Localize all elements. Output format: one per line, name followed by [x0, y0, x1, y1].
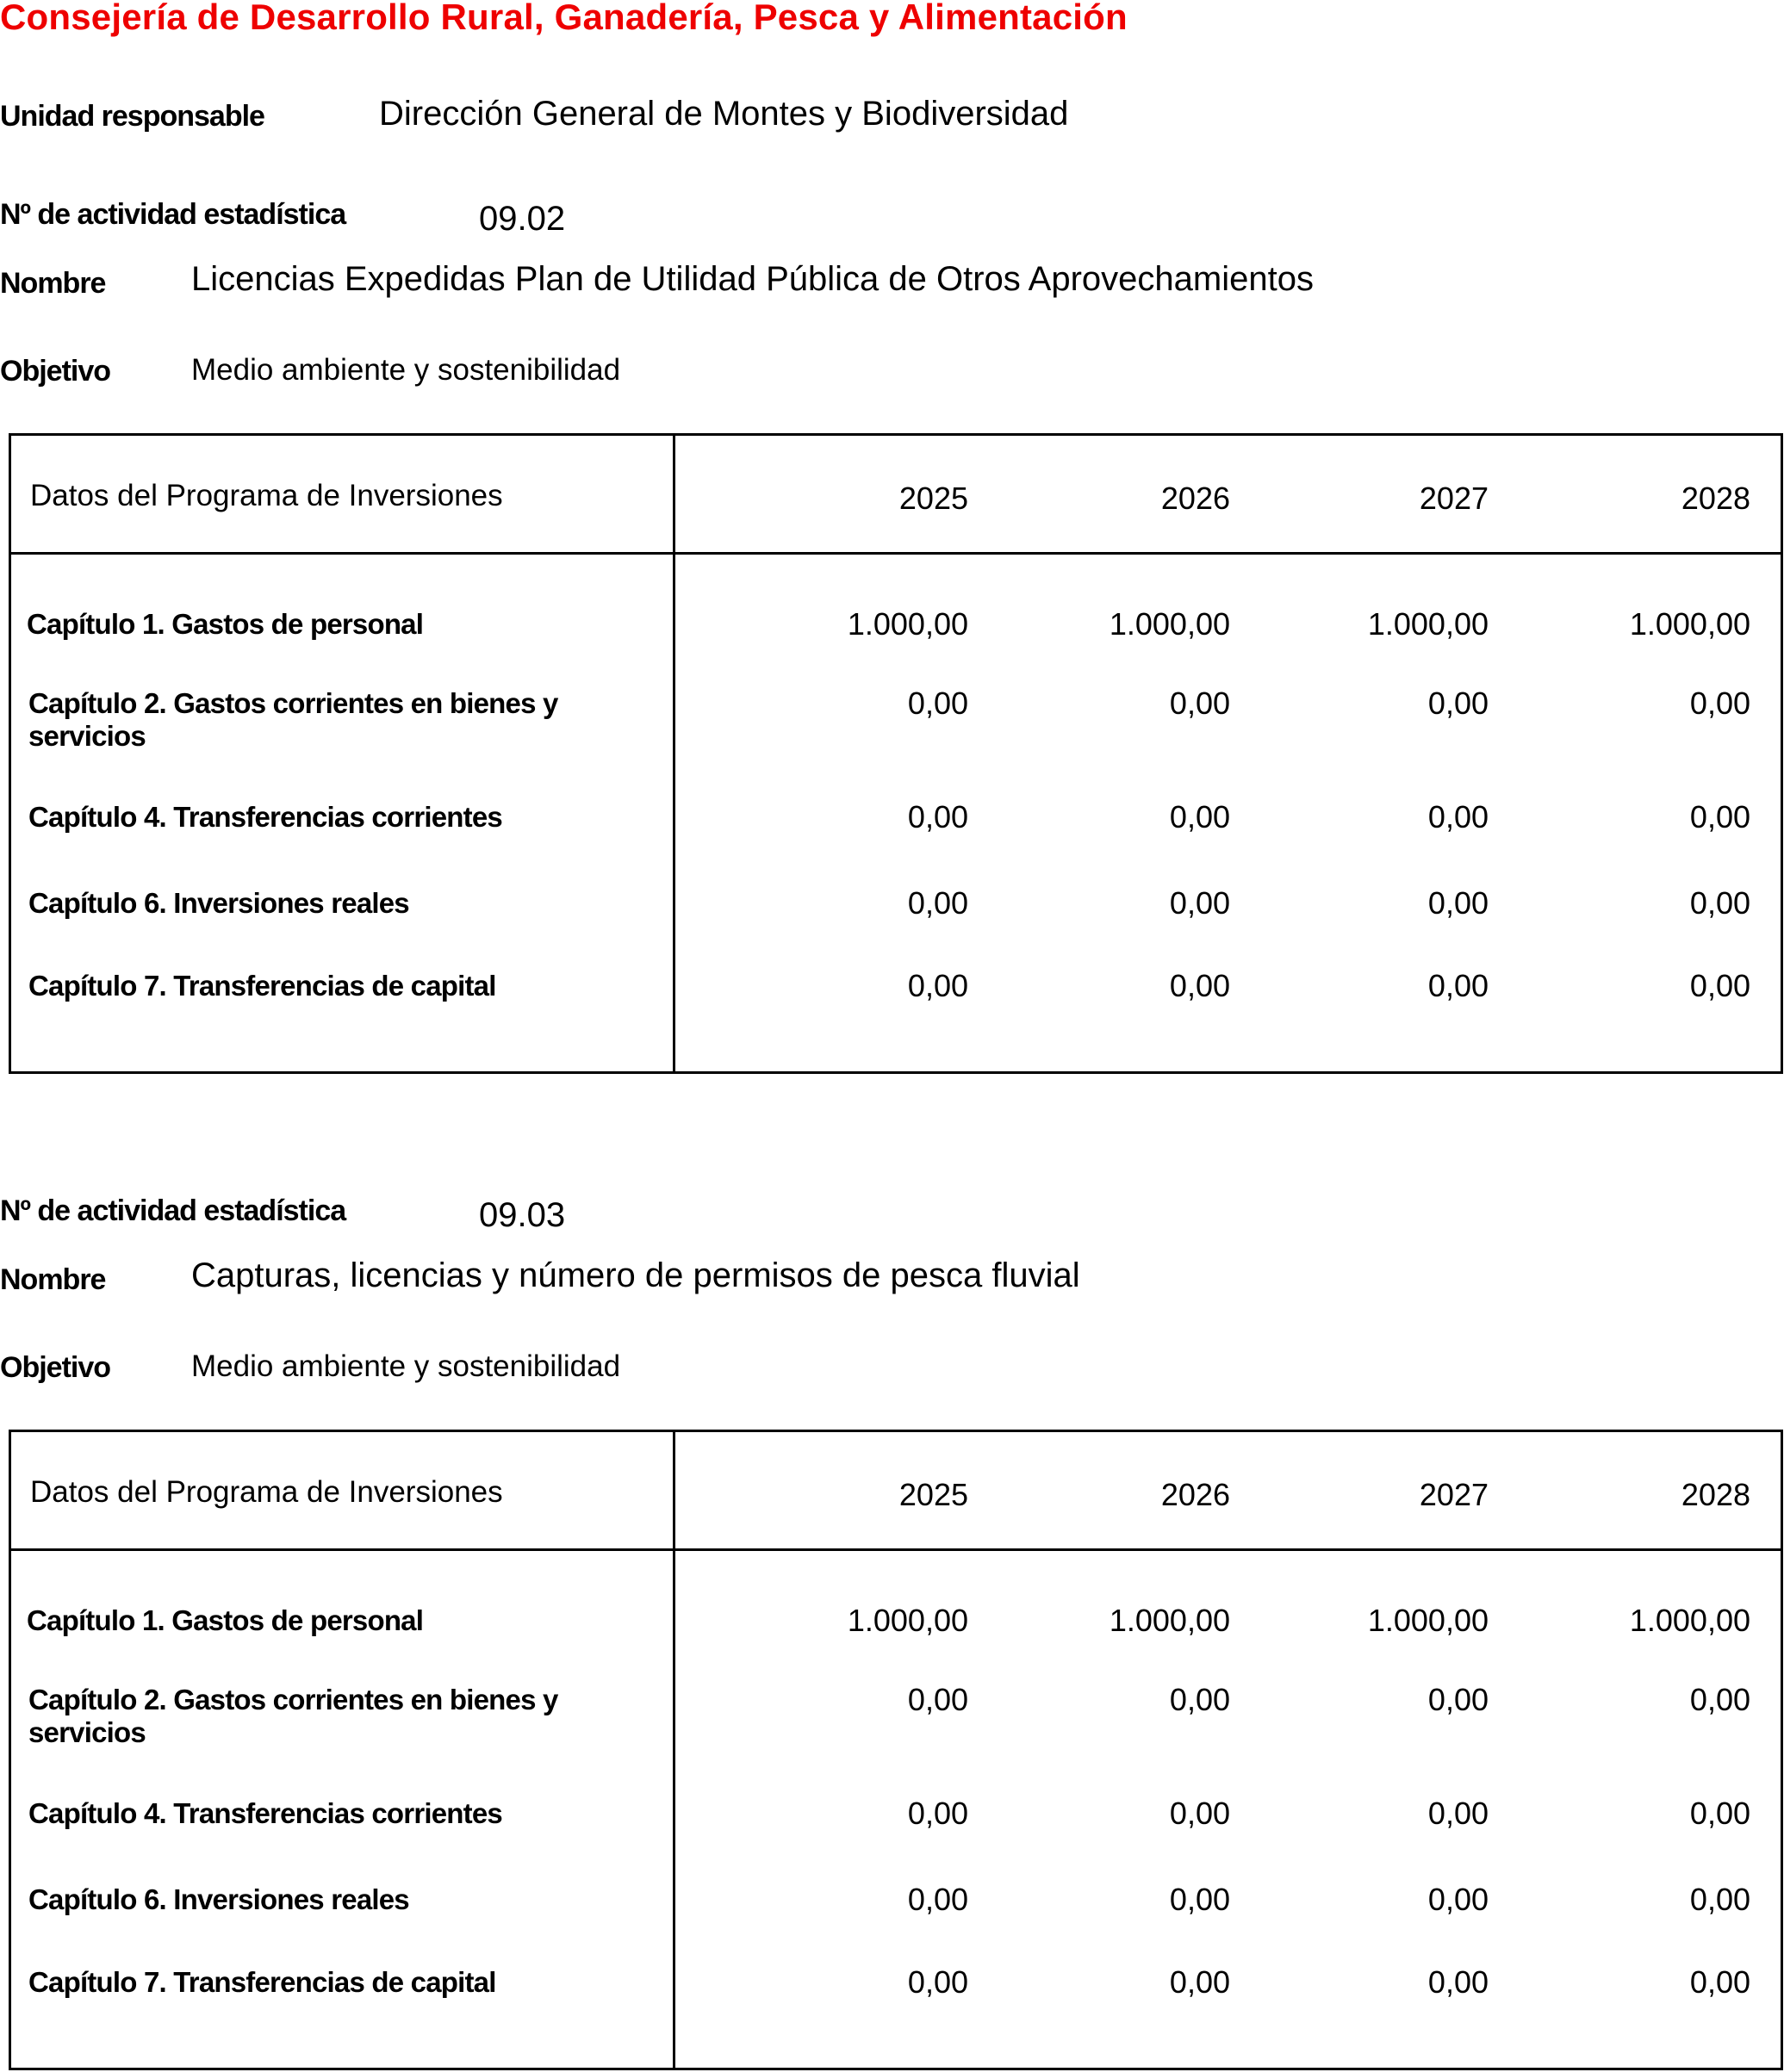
cell-value: 0,00: [1427, 685, 1489, 721]
objetivo-label: Objetivo: [0, 355, 111, 388]
cell-value: 0,00: [1169, 968, 1230, 1003]
cell-value: 0,00: [907, 968, 968, 1003]
cell-value: 0,00: [1427, 1964, 1489, 2000]
cell-value: 0,00: [1427, 1682, 1489, 1717]
cell-value: 0,00: [907, 685, 968, 721]
row-label: Capítulo 2. Gastos corrientes en bienes y servicios: [28, 687, 558, 752]
cell-value: 1.000,00: [1109, 1603, 1230, 1638]
year-header: 2026: [1160, 1477, 1230, 1512]
cell-value: 1.000,00: [1367, 1603, 1489, 1638]
row-label: Capítulo 1. Gastos de personal: [27, 1604, 424, 1636]
row-label: Capítulo 4. Transferencias corrientes: [28, 1797, 502, 1829]
cell-value: 1.000,00: [1109, 606, 1230, 642]
year-header: 2027: [1419, 1477, 1489, 1512]
cell-value: 1.000,00: [1367, 606, 1489, 642]
actividad-label: Nº de actividad estadística: [0, 198, 346, 231]
year-header: 2025: [898, 1477, 968, 1512]
year-header: 2028: [1681, 1477, 1750, 1512]
row-label: Capítulo 2. Gastos corrientes en bienes y servicios: [28, 1684, 558, 1748]
objetivo-value: Medio ambiente y sostenibilidad: [191, 1349, 621, 1383]
actividad-value: 09.03: [479, 1196, 566, 1234]
cell-value: 0,00: [907, 1682, 968, 1717]
row-label: Capítulo 6. Inversiones reales: [28, 1883, 409, 1915]
cell-value: 0,00: [1169, 799, 1230, 834]
cell-value: 0,00: [907, 1964, 968, 2000]
cell-value: 0,00: [1427, 968, 1489, 1003]
unidad-value: Dirección General de Montes y Biodiversidad: [379, 95, 1069, 133]
cell-value: 0,00: [1689, 968, 1750, 1003]
cell-value: 0,00: [1169, 1964, 1230, 2000]
cell-value: 1.000,00: [847, 1603, 968, 1638]
cell-value: 0,00: [907, 885, 968, 921]
year-header: 2027: [1419, 481, 1489, 516]
cell-value: 0,00: [1427, 885, 1489, 921]
cell-value: 0,00: [1169, 1882, 1230, 1917]
row-label: Capítulo 1. Gastos de personal: [27, 608, 424, 640]
row-label: Capítulo 6. Inversiones reales: [28, 887, 409, 919]
cell-value: 0,00: [1427, 799, 1489, 834]
cell-value: 0,00: [1689, 1882, 1750, 1917]
table-header: Datos del Programa de Inversiones: [30, 1475, 503, 1509]
cell-value: 0,00: [1169, 1682, 1230, 1717]
cell-value: 0,00: [1169, 1796, 1230, 1831]
cell-value: 1.000,00: [847, 606, 968, 642]
actividad-value: 09.02: [479, 200, 566, 238]
row-label: Capítulo 7. Transferencias de capital: [28, 970, 496, 1002]
cell-value: 0,00: [1689, 1964, 1750, 2000]
page-title: Consejería de Desarrollo Rural, Ganadería, Pesca y Alimentación: [0, 0, 1128, 37]
cell-value: 0,00: [1689, 1682, 1750, 1717]
investment-table: [9, 1430, 1783, 2070]
nombre-value: Capturas, licencias y número de permisos de pesca fluvial: [191, 1256, 1080, 1294]
table-header: Datos del Programa de Inversiones: [30, 479, 503, 512]
cell-value: 0,00: [907, 1796, 968, 1831]
actividad-label: Nº de actividad estadística: [0, 1194, 346, 1227]
cell-value: 0,00: [907, 799, 968, 834]
cell-value: 0,00: [1689, 685, 1750, 721]
nombre-label: Nombre: [0, 1263, 106, 1296]
year-header: 2025: [898, 481, 968, 516]
cell-value: 0,00: [1427, 1796, 1489, 1831]
row-label: Capítulo 4. Transferencias corrientes: [28, 801, 502, 833]
unidad-label: Unidad responsable: [0, 100, 264, 133]
cell-value: 0,00: [1689, 799, 1750, 834]
cell-value: 0,00: [1689, 885, 1750, 921]
cell-value: 0,00: [907, 1882, 968, 1917]
cell-value: 0,00: [1427, 1882, 1489, 1917]
objetivo-label: Objetivo: [0, 1351, 111, 1384]
row-label: Capítulo 7. Transferencias de capital: [28, 1966, 496, 1998]
year-header: 2028: [1681, 481, 1750, 516]
objetivo-value: Medio ambiente y sostenibilidad: [191, 353, 621, 387]
nombre-value: Licencias Expedidas Plan de Utilidad Pública de Otros Aprovechamientos: [191, 260, 1314, 298]
cell-value: 0,00: [1689, 1796, 1750, 1831]
nombre-label: Nombre: [0, 267, 106, 300]
investment-table: [9, 433, 1783, 1074]
cell-value: 1.000,00: [1629, 1603, 1750, 1638]
cell-value: 0,00: [1169, 685, 1230, 721]
year-header: 2026: [1160, 481, 1230, 516]
cell-value: 0,00: [1169, 885, 1230, 921]
cell-value: 1.000,00: [1629, 606, 1750, 642]
